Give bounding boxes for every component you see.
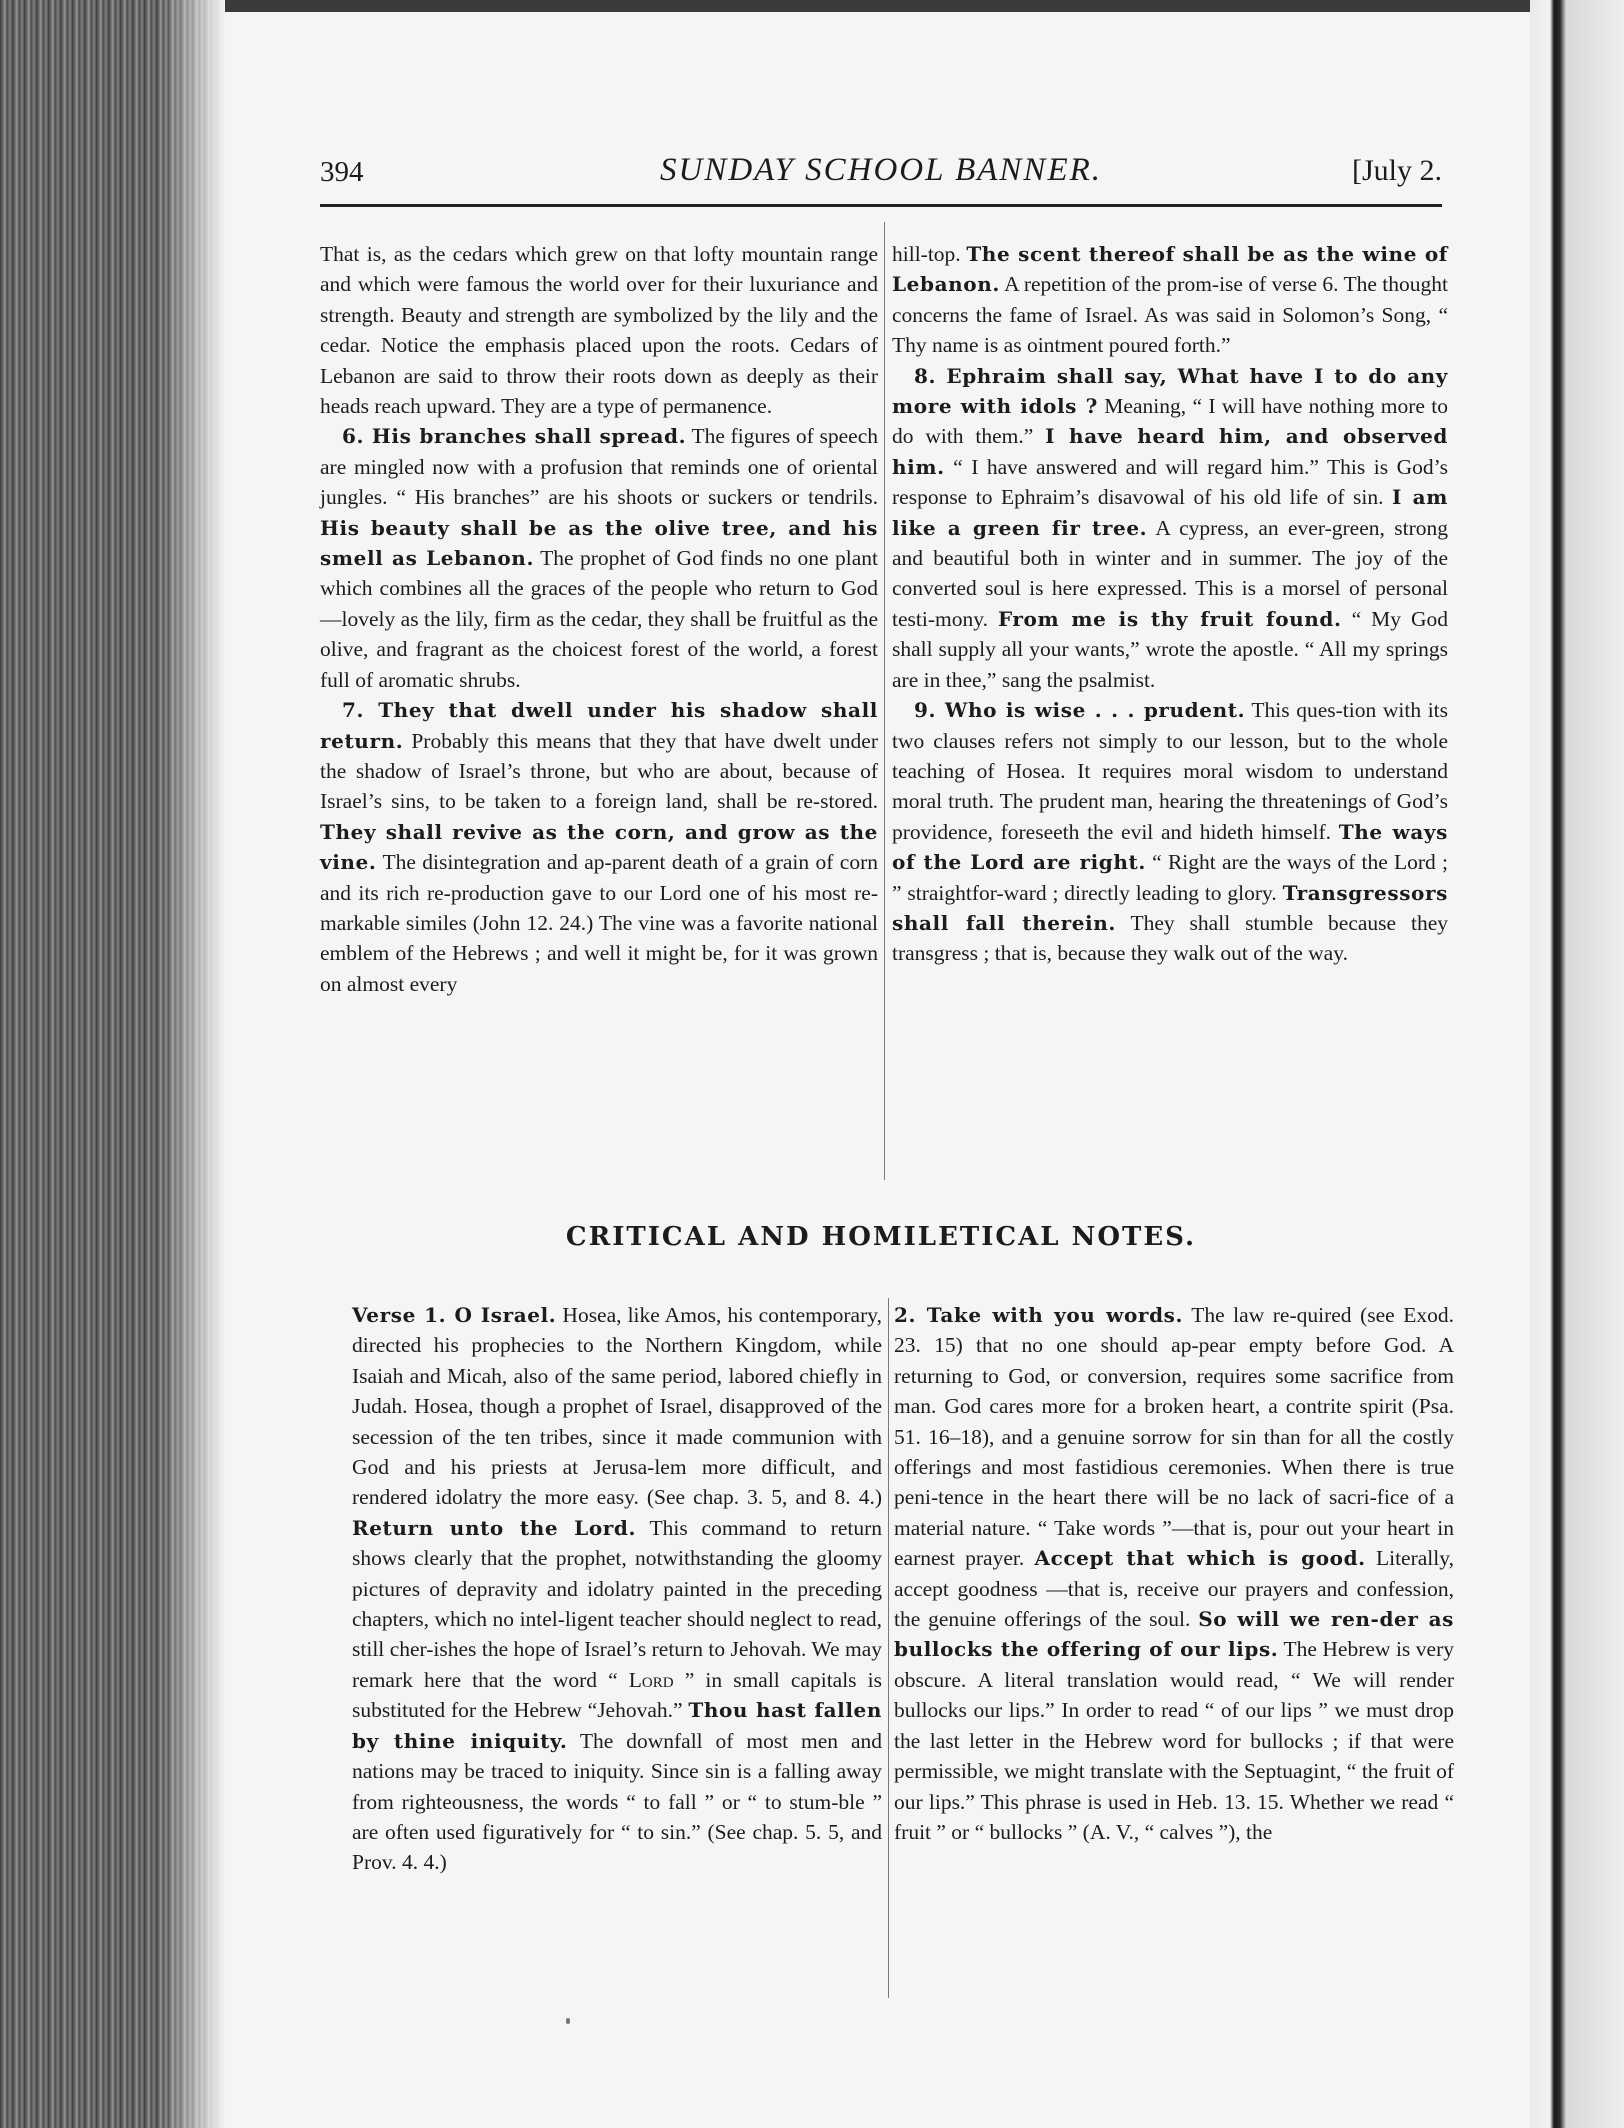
- page-gutter-shadow: [160, 0, 225, 2128]
- paragraph-verse-1: Verse 1. O Israel. Hosea, like Amos, his contemporary, directed his prophecies to the Northern Kingdom, while Isaiah and Micah, also of the same period, labored chiefly in Judah. Hosea, though a prophet of Israel, disapproved of the secession of the ten tribes, since it made communion with God and his priests at Jerusa-lem more difficult, and rendered idolatry the more easy. (See chap. 3. 5, and 8. 4.) Return unto the Lord. This command to return shows clearly that the prophet, notwithstanding the gloomy pictures of depravity and idolatry painted in the preceding chapters, which no intel-ligent teacher should neglect to read, still cher-ishes the hope of Israel’s return to Jehovah. We may remark here that the word “ Lord ” in small capitals is substituted for the Hebrew “Jehovah.” Thou hast fallen by thine iniquity. The downfall of most men and nations may be traced to iniquity. Since sin is a falling away from righteousness, the words “ to fall ” or “ to stum-ble ” are often used figuratively for “ to sin.” (See chap. 5. 5, and Prov. 4. 4.): [352, 1303, 882, 1875]
- small-caps-word: Lord: [628, 1667, 674, 1692]
- verse-heading: 8. Ephraim shall say, What have I to do any more with idols ?: [892, 363, 1448, 419]
- verse-phrase: I am like a green fir tree.: [892, 485, 1448, 540]
- ink-speck: [566, 2018, 570, 2024]
- bottom-left-column: [352, 1300, 882, 1878]
- verse-phrase: Transgressors shall fall therein.: [892, 880, 1448, 935]
- paragraph: hill-top. The scent thereof shall be as the wine of Lebanon. A repetition of the prom-ise of verse 6. The thought concerns the fame of Israel. As was said in Solomon’s Song, “ Thy name is as ointment poured forth.”: [892, 242, 1448, 358]
- verse-phrase: Accept that which is good.: [1034, 1546, 1366, 1571]
- verse-phrase: Thou hast fallen by thine iniquity.: [352, 1698, 882, 1753]
- page-number: 394: [320, 156, 364, 188]
- verse-heading: 9. Who is wise . . . prudent.: [914, 698, 1246, 723]
- verse-phrase: From me is thy fruit found.: [997, 606, 1342, 631]
- verse-heading: 7. They that dwell under his shadow shall return.: [320, 698, 878, 753]
- paragraph-verse-9: 9. Who is wise . . . prudent. This ques-tion with its two clauses refers not simply to our lesson, but to the whole teaching of Hosea. It requires moral wisdom to understand moral truth. The prudent man, hearing the threatenings of God’s providence, foreseeth the evil and hideth himself. The ways of the Lord are right. “ Right are the ways of the Lord ; ” straightfor-ward ; directly leading to glory. Transgressors shall fall therein. They shall stumble because they transgress ; that is, because they walk out of the way.: [892, 698, 1449, 966]
- header-rule: [320, 204, 1442, 207]
- verse-phrase: So will we ren-der as bullocks the offering of our lips.: [894, 1607, 1454, 1662]
- verse-phrase: His beauty shall be as the olive tree, and his smell as Lebanon.: [320, 515, 878, 571]
- paragraph-verse-7: 7. They that dwell under his shadow shall return. Probably this means that they that have dwelt under the shadow of Israel’s throne, but who are about, because of Israel’s sins, to be taken to a foreign land, shall be re-stored. They shall revive as the corn, and grow as the vine. The disintegration and ap-parent death of a grain of corn and its rich re-production gave to our Lord one of his most re-markable similes (John 12. 24.) The vine was a favorite national emblem of the Hebrews ; and well it might be, for it was grown on almost every: [320, 698, 878, 996]
- verse-phrase: They shall revive as the corn, and grow as the vine.: [320, 819, 878, 875]
- verse-phrase: The scent thereof shall be as the wine of Lebanon.: [892, 242, 1448, 297]
- top-right-column: [892, 239, 1448, 969]
- paragraph: That is, as the cedars which grew on that lofty mountain range and which were famous the world over for their luxuriance and strength. Beauty and strength are symbolized by the lily and the cedar. Notice the emphasis placed upon the roots. Cedars of Lebanon are said to throw their roots down as deeply as their heads reach upward. They are a type of permanence.: [320, 242, 878, 419]
- verse-heading: Verse 1. O Israel.: [352, 1303, 557, 1327]
- top-page-edge: [225, 0, 1530, 12]
- column-divider: [884, 222, 885, 1180]
- paragraph-verse-8: 8. Ephraim shall say, What have I to do any more with idols ? Meaning, “ I will have nothing more to do with them.” I have heard him, and observed him. “ I have answered and will regard him.” This is God’s response to Ephraim’s disavowal of his old life of sin. I am like a green fir tree. A cypress, an ever-green, strong and beautiful both in winter and in summer. The joy of the converted soul is here expressed. This is a morsel of personal testi-mony. From me is thy fruit found. “ My God shall supply all your wants,” wrote the apostle. “ All my springs are in thee,” sang the psalmist.: [892, 363, 1448, 692]
- bottom-right-column: [894, 1300, 1454, 1847]
- next-page-edge: [1530, 0, 1624, 2128]
- top-left-column: [320, 239, 878, 999]
- running-header: [320, 152, 1442, 200]
- verse-phrase: The ways of the Lord are right.: [892, 819, 1449, 875]
- verse-heading: 2. Take with you words.: [894, 1303, 1184, 1327]
- issue-date: [July 2.: [1352, 154, 1442, 187]
- verse-phrase: I have heard him, and observed him.: [892, 424, 1448, 479]
- verse-phrase: Return unto the Lord.: [352, 1515, 637, 1540]
- paragraph-verse-2: 2. Take with you words. The law re-quired (see Exod. 23. 15) that no one should ap-pear empty before God. A returning to God, or conversion, requires some sacrifice from man. God cares more for a broken heart, a contrite spirit (Psa. 51. 16–18), and a genuine sorrow for sin than for all the costly offerings and most fastidious ceremonies. When there is true peni-tence in the heart there will be no lack of sacri-fice of a material nature. “ Take words ”—that is, pour out your heart in earnest prayer. Accept that which is good. Literally, accept goodness —that is, receive our prayers and confession, the genuine offerings of the soul. So will we ren-der as bullocks the offering of our lips. The Hebrew is very obscure. A literal translation would read, “ We will render bullocks our lips.” In order to read “ of our lips ” we must drop the last letter in the Hebrew word for bullocks ; if that were permissible, we might translate with the Septuagint, “ the fruit of our lips.” This phrase is used in Heb. 13. 15. Whether we read “ fruit ” or “ bullocks ” (A. V., “ calves ”), the: [894, 1303, 1454, 1844]
- publication-title: SUNDAY SCHOOL BANNER.: [659, 152, 1103, 188]
- column-divider: [888, 1298, 889, 1998]
- paragraph-verse-6: 6. His branches shall spread. The figures of speech are mingled now with a profusion that reminds one of oriental jungles. “ His branches” are his shoots or suckers or tendrils. His beauty shall be as the olive tree, and his smell as Lebanon. The prophet of God finds no one plant which combines all the graces of the people who return to God—lovely as the lily, firm as the cedar, they shall be fruitful as the olive, and fragrant as the choicest forest of the world, a forest full of aromatic shrubs.: [320, 424, 878, 692]
- verse-heading: 6. His branches shall spread.: [342, 424, 687, 449]
- section-heading: CRITICAL AND HOMILETICAL NOTES.: [565, 1222, 1197, 1252]
